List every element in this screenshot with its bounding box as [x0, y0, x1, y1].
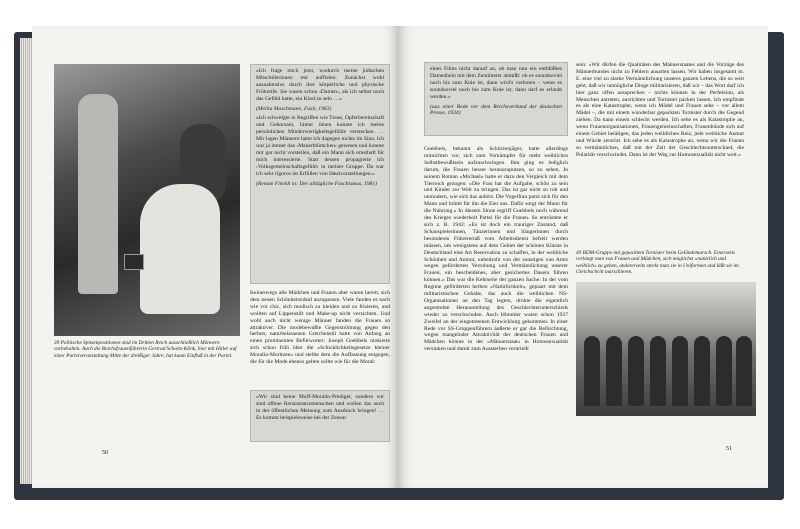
photo-girl [584, 336, 600, 406]
photo-girl [672, 336, 688, 406]
left-body-paragraph: Keineswegs alle Mädchen und Frauen aber waren bereit, sich dem neuen Schönheitsideal anzupassen. Viele fanden es nach wie vor chic, sich modisch zu kleiden und zu frisieren, und wollten auf Lippenstift und Make-up nicht verzichten. Und wohl auch nicht wenige Männer fanden die Frauen so attraktiver. Die modebewußte Gegenströmung gegen den herben, naturbelassenen Gretchenstil hatte von Anfang an einen prominenten Befürworter: Joseph Goebbels mokierte sich schon früh über die »Schicklichkeitsgesetze kleiner Moralin-Moritzen« und stellte dem die Auffassung entgegen, die für die Mode ebenso gelten sollte wie für die Moral: [250, 290, 390, 366]
quote-box-maschmann-finckh [250, 64, 390, 284]
quote-box-goebbels-cont [424, 62, 568, 136]
right-body-paragraph-1: Goebbels, bekannt als Schürzenjäger, hatte allerdings mitnichten vor, sich zum Vorkämpfer für mehr weibliches Selbstbewußtsein aufzuschwingen. Ihm ging es lediglich darum, die Frauen besser herauszuputzen, so zu sehen. In seinem Roman »Michael« hatte er dazu den Vergleich mit dem Tierreich gezogen: »Die Frau hat die Aufgabe, schön zu sein und Kinder zur Welt zu bringen. Das ist gar nicht so roh und unmodern, wie sich das anhört. Die Vogelfrau putzt sich für den Mann und brütet für ihn die Eier aus. Dafür sorgt der Mann für die Nahrung.« In diesem Sinne ergriff Goebbels noch während des Krieges wiederholt Partei für die Frauen. So entrüstete er sich z. B. 1942: »Es ist doch ein trauriger Zustand, daß Schauspielerinnen, Tänzerinnen und Sängerinnen durch besonderen Führererlaß vom Arbeitsdienst befreit werden müssen, um wenigstens auf dem Gebiet der schönen Künste in Deutschland eine Art Reservation zu schaffen, in der weibliche Schönheit und Anmut, unbedroht von der sonstigen von Amts wegen geförderten Verrohung und Vermännlichung unserer Frauen, ein bescheidenes, aber gesichertes Dasein führen können.« Das war die Kehrseite der ganzen Sache: In der vom Regime geförderten herben »Natürlichkeit«, gepaart mit dem militaristischen Gehabe, das auch die weiblichen NS-Organisationen an den Tag legten, drohte die eigentlich angestrebte Herausstellung des Geschlechterunterschieds wieder zu verschwinden. Auch Himmler waren schon 1937 Zweifel an der eingetretenen Entwicklung gekommen. In einer Rede vor SS-Gruppenführern äußerte er gar die Befürchtung, wegen mangelnder Attraktivität der deutschen Frauen und Mädchen könnte in der »Männerstaat« in Homosexualität versinken und damit zum Aussterben verurteilt [424, 146, 568, 353]
quote-goebbels-continued: eines Films nicht darauf an, ob man nun ein entblößtes Damenbein mit dem Zentimeter abmißt: ob es soundsoviel noch bis zum Knie ist, dann wird's verboten – wenn es soundsoviel noch bis zum Knie ist, dann darf es erlaubt werden.« [430, 66, 562, 100]
left-page [32, 26, 399, 488]
photo-girl [628, 336, 644, 406]
quote-finckh: »Ich schwelgte in Begriffen wie Treue, Opferbereitschaft und Gehorsam, hinter ihnen konnte ich meine persönlichen Minderwertigkeitsgefühle verstecken. … Mir lagen Männern hatte ich dagegen nichts im Sinn. Ich war ja immer das ›Mauerblümchen‹ gewesen und konnte mir gar nicht vorstellen, daß ein Mann sich ernsthaft für mich interessierte. Statt dessen propagierte ich ›Volksgemeinschaftsgefühl‹ in meiner Gruppe. Da war ich sehr rigoros im Erfüllen von Idealvorstellungen.« [256, 115, 384, 177]
photo-girl [650, 336, 666, 406]
page-number-right: 51 [726, 446, 732, 452]
page-number-left: 50 [102, 450, 108, 456]
right-page [398, 26, 768, 488]
left-body-text [250, 290, 390, 368]
photo-figure-seated [140, 184, 220, 314]
hitler-scholtz-klink-photo [54, 64, 240, 336]
quote-source-maschmann: (Melita Maschmann, Fazit, 1963) [256, 105, 332, 112]
open-book [14, 18, 784, 500]
photo-girl [606, 336, 622, 406]
photo-girl [736, 336, 752, 406]
photo-flag [124, 254, 144, 270]
quote-box-goebbels [250, 390, 390, 442]
photo-caption-39: 39 Politische Spitzenpositionen sind im Dritten Reich ausschließlich Männern vorbehalten. Auch die Reichsfrauenführerin Gertrud Scholtz-Klink, hier mit Hitler auf einer Parteiveranstaltung Mitte der dreißiger Jahre, hat kaum Einfluß in der Partei. [54, 340, 237, 359]
photo-girl [694, 336, 710, 406]
bdm-group-photo [576, 282, 756, 416]
quote-goebbels: »Wir sind keine Muff-Moralin-Prediger, sondern wir sind offene Renaissancemenschen und wollen das auch in der öffentlichen Meinung zum Ausdruck bringen! … Es kommt beispielsweise bei der Zensur [256, 394, 384, 421]
quote-source-finckh: (Renate Finckh in: Der alltägliche Faschismus, 1981) [256, 180, 378, 187]
right-body-column-1 [424, 146, 568, 355]
right-body-paragraph-2: sein: »Wir dürfen die Qualitäten des Männerstaates und die Vorzüge des Männerbundes nicht zu Fehlern ausarten lassen. Wir haben insgesamt m. E. eine viel zu starke Vermännlichung unseres ganzen Lebens, die so weit geht, daß wir unmögliche Dinge militarisieren, daß wir – das Wort darf ich hier ganz offen aussprechen – nichts können in der Perfektion, als Menschen antreten, ausrichten und Tornister packen lassen. Ich empfinde es als eine Katastrophe, wenn ich Mädel und Frauen sehe – vor allem Mädel –, die mit einem wunderbar gepackten Tornister durch die Gegend ziehen. Da kann einem schlecht werden. Ich sehe es als Katastrophe an, wenn Frauenorganisationen, Frauengemeinschaften, Frauenbünde sich auf einem Gebiet betätigen, das jeden weiblichen Reiz, jede weibliche Anmut und Würde zerstört. Ich sehe es als Katastrophe an, wenn wir die Frauen so vermännlichen, daß mit der Zeit der Geschlechtsunterschied, die Polarität verschwindet. Dann ist der Weg zur Homosexualität nicht weit.« [576, 62, 744, 158]
quote-maschmann: »Ich frage mich jetzt, wodurch meine jüdischen Mitschülerinnen mir auffielen. Zunächst wohl ausnahmslos durch ihre körperliche und physische Frühreife. Sie waren schon ›Damen‹, als ich selbst noch das Gefühl hatte, ein Kind zu sein …« [256, 68, 384, 102]
right-body-column-2 [576, 62, 744, 161]
quote-source-goebbels: (aus einer Rede vor dem Reichsverband der deutschen Presse, 1934) [430, 103, 562, 117]
photo-figure-standing [78, 94, 118, 294]
photo-caption-40: 40 BDM-Gruppe mit gepacktem Tornister beim Geländemarsch. Einerseits verlangt man von Frauen und Mädchen, sich möglichst »natürlich und weiblich« zu geben, andererseits steckt man sie in Uniformen und läßt sie im Gleichschritt marschieren. [576, 250, 739, 276]
photo-girl [716, 336, 732, 406]
